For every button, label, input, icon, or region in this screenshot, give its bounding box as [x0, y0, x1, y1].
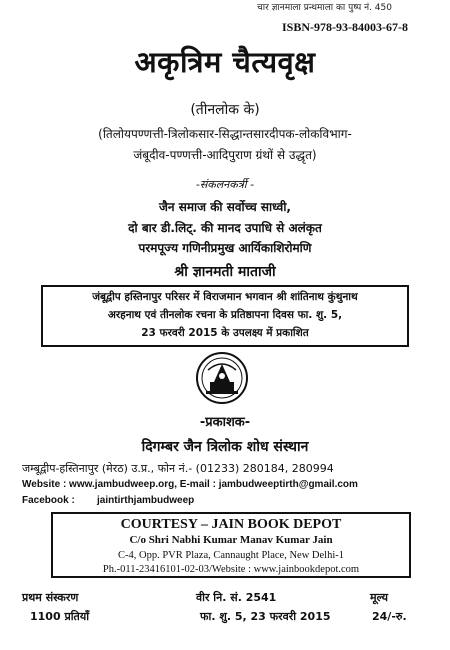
publisher-address: जम्बूद्वीप-हस्तिनापुर (मेरठ) उ.प्र., फोन नं.- (01233) 280184, 280994 [22, 462, 334, 475]
courtesy-address: C-4, Opp. PVR Plaza, Cannaught Place, New Delhi-1 [117, 550, 344, 561]
era-label: वीर नि. सं. 2541 [196, 591, 277, 604]
publication-date: फा. शु. 5, 23 फरवरी 2015 [200, 610, 331, 623]
book-title: अकृत्रिम चैत्यवृक्ष [134, 45, 316, 79]
occasion-box [41, 285, 409, 347]
isbn: ISBN-978-93-84003-67-8 [282, 20, 408, 34]
publisher-facebook: Facebook : jaintirthjambudweep [22, 495, 195, 506]
occasion-line: अरहनाथ एवं तीनलोक रचना के प्रतिष्ठापना दिवस फा. शु. 5, [107, 309, 343, 321]
price-label: मूल्य [370, 591, 388, 604]
author-line: दो बार डी.लिट्. की मानद उपाधि से अलंकृत [128, 221, 322, 235]
book-subtitle: (तीनलोक के) [190, 102, 260, 118]
occasion-line: 23 फरवरी 2015 के उपलक्ष्य में प्रकाशित [141, 327, 309, 339]
author-name: श्री ज्ञानमती माताजी [174, 264, 276, 280]
sources-line: (तिलोयपण्णत्ती-त्रिलोकसार-सिद्धान्तसारदीपक-लोकविभाग- [98, 127, 352, 141]
compiler-label: -संकलनकर्त्री - [195, 178, 255, 191]
author-line: परमपूज्य गणिनीप्रमुख आर्यिकाशिरोमणि [138, 241, 312, 255]
publisher-label: -प्रकाशक- [199, 415, 251, 430]
courtesy-contact: C/o Shri Nabhi Kumar Manav Kumar Jain [129, 534, 333, 546]
edition-count: 1100 प्रतियाँ [30, 610, 90, 623]
series-line: चार ज्ञानमाला प्रन्थमाला का पुष्प नं. 450 [257, 3, 392, 13]
author-line: जैन समाज की सर्वोच्च साध्वी, [158, 200, 291, 214]
edition-label: प्रथम संस्करण [22, 591, 79, 604]
publisher-name: दिगम्बर जैन त्रिलोक शोध संस्थान [141, 439, 309, 455]
courtesy-box [51, 512, 411, 578]
sources-line: जंबूदीव-पण्णत्ती-आदिपुराण ग्रंथों से उद्धृत) [133, 148, 317, 162]
publisher-website-email: Website : www.jambudweep.org, E-mail : jambudweeptirth@gmail.com [22, 479, 358, 490]
occasion-line: जंबूद्वीप हस्तिनापुर परिसर में विराजमान भगवान श्री शांतिनाथ कुंथुनाथ [92, 291, 358, 303]
price-value: 24/-रु. [372, 610, 407, 623]
courtesy-title: COURTESY – JAIN BOOK DEPOT [120, 517, 342, 532]
publisher-emblem-icon [196, 352, 248, 404]
courtesy-phone-website: Ph.-011-23416101-02-03/Website : www.jainbookdepot.com [102, 564, 360, 575]
